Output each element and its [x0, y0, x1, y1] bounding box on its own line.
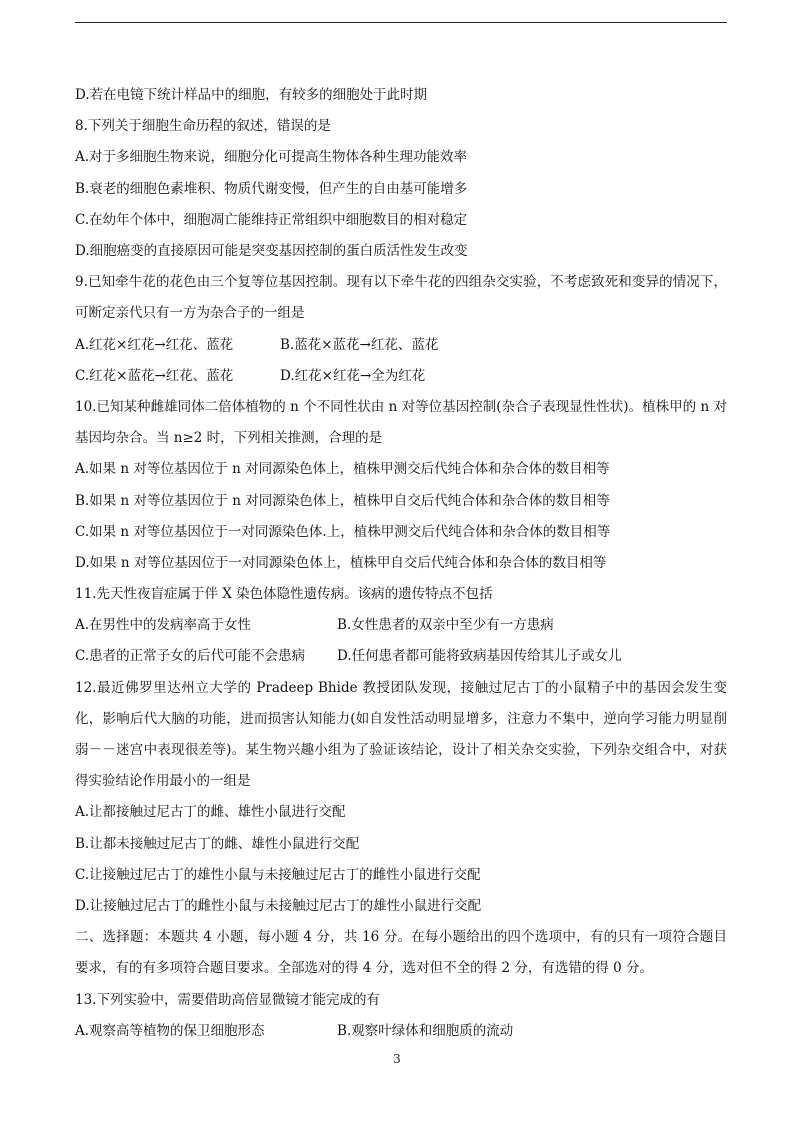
q10-option-d: D.如果 n 对等位基因位于一对同源染色体上，植株甲自交后代纯合体和杂合体的数目相等: [75, 554, 607, 571]
q7-option-d: D.若在电镜下统计样品中的细胞，有较多的细胞处于此时期: [75, 87, 428, 103]
q11-stem: 11.先天性夜盲症属于伴 X 染色体隐性遗传病。该病的遗传特点不包括: [75, 586, 493, 603]
q11-options-row1: [75, 610, 727, 641]
q12-option-c: C.让接触过尼古丁的雄性小鼠与未接触过尼古丁的雌性小鼠进行交配: [75, 866, 481, 883]
q8-option-c: C.在幼年个体中，细胞凋亡能维持正常组织中细胞数目的相对稳定: [75, 211, 468, 228]
q13-option-b: B.观察叶绿体和细胞质的流动: [337, 1022, 514, 1039]
q10-option-c: C.如果 n 对等位基因位于一对同源染色体.上，植株甲测交后代纯合体和杂合体的数目相等: [75, 523, 611, 540]
q8-option-d: D.细胞癌变的直接原因可能是突变基因控制的蛋白质活性发生改变: [75, 242, 468, 259]
q9-options-row2: [75, 361, 727, 392]
q13-stem: 13.下列实验中，需要借助高倍显微镜才能完成的有: [75, 991, 380, 1008]
q10-option-a: A.如果 n 对等位基因位于 n 对同源染色体上，植株甲测交后代纯合体和杂合体的数目相等: [75, 461, 610, 478]
q8-option-a: A.对于多细胞生物来说，细胞分化可提高生物体各种生理功能效率: [75, 149, 468, 166]
q11-option-d: D.任何患者都可能将致病基因传给其儿子或女儿: [337, 648, 622, 665]
q9-stem: 9.已知牵牛花的花色由三个复等位基因控制。现有以下牵牛花的四组杂交实验，不考虑致死和变异的情况下，可断定亲代只有一方为杂合子的一组是: [75, 274, 727, 322]
q11-option-b: B.女性患者的双亲中至少有一方患病: [337, 617, 554, 634]
q9-option-c: C.红花×蓝花→红花、蓝花: [75, 367, 234, 384]
q11-option-c: C.患者的正常子女的后代可能不会患病: [75, 648, 306, 665]
q13-option-a: A.观察高等植物的保卫细胞形态: [75, 1022, 265, 1039]
document-body: [75, 80, 727, 1047]
q10-stem: 10.已知某种雌雄同体二倍体植物的 n 个不同性状由 n 对等位基因控制(杂合子表现显性性状)。植株甲的 n 对基因均杂合。当 n≥2 时，下列相关推测，合理的是: [75, 398, 727, 447]
q12-stem: 12.最近佛罗里达州立大学的 Pradeep Bhide 教授团队发现，接触过尼古丁的小鼠精子中的基因会发生变化，影响后代大脑的功能，进而损害认知能力(如自发性活动明显增多，注意力不集中，逆向学习能力明显削弱－－迷宫中表现很差等)。某生物兴趣小组为了验证该结论，设计了相关杂交实验，下列杂交组合中，对获得实验结论作用最小的一组是: [75, 679, 727, 790]
q11-options-row2: [75, 641, 727, 672]
q9-option-d: D.红花×红花→全为红花: [280, 367, 426, 384]
header-rule: [75, 22, 727, 23]
page-number: 3: [393, 1052, 401, 1066]
q12-option-d: D.让接触过尼古丁的雌性小鼠与未接触过尼古丁的雄性小鼠进行交配: [75, 898, 482, 914]
q8-stem: 8.下列关于细胞生命历程的叙述，错误的是: [75, 118, 331, 135]
q10-option-b: B.如果 n 对等位基因位于 n 对同源染色体上，植株甲自交后代纯合体和杂合体的数目相等: [75, 492, 610, 509]
q9-option-a: A.红花×红花→红花、蓝花: [75, 336, 234, 353]
q9-option-b: B.蓝花×蓝花→红花、蓝花: [280, 336, 439, 353]
q12-option-a: A.让都接触过尼古丁的雌、雄性小鼠进行交配: [75, 804, 346, 821]
q8-option-b: B.衰老的细胞色素堆积、物质代谢变慢，但产生的自由基可能增多: [75, 180, 468, 197]
section-2-instructions: 二、选择题：本题共 4 小题，每小题 4 分，共 16 分。在每小题给出的四个选项中，有的只有一项符合题目要求，有的有多项符合题目要求。全部选对的得 4 分，选对但不全的得 2 分，有选错的得 0 分。: [75, 929, 727, 977]
q13-options-row1: [75, 1016, 727, 1047]
q9-options-row1: [75, 330, 727, 361]
q11-option-a: A.在男性中的发病率高于女性: [75, 617, 252, 634]
q12-option-b: B.让都未接触过尼古丁的雌、雄性小鼠进行交配: [75, 835, 360, 852]
